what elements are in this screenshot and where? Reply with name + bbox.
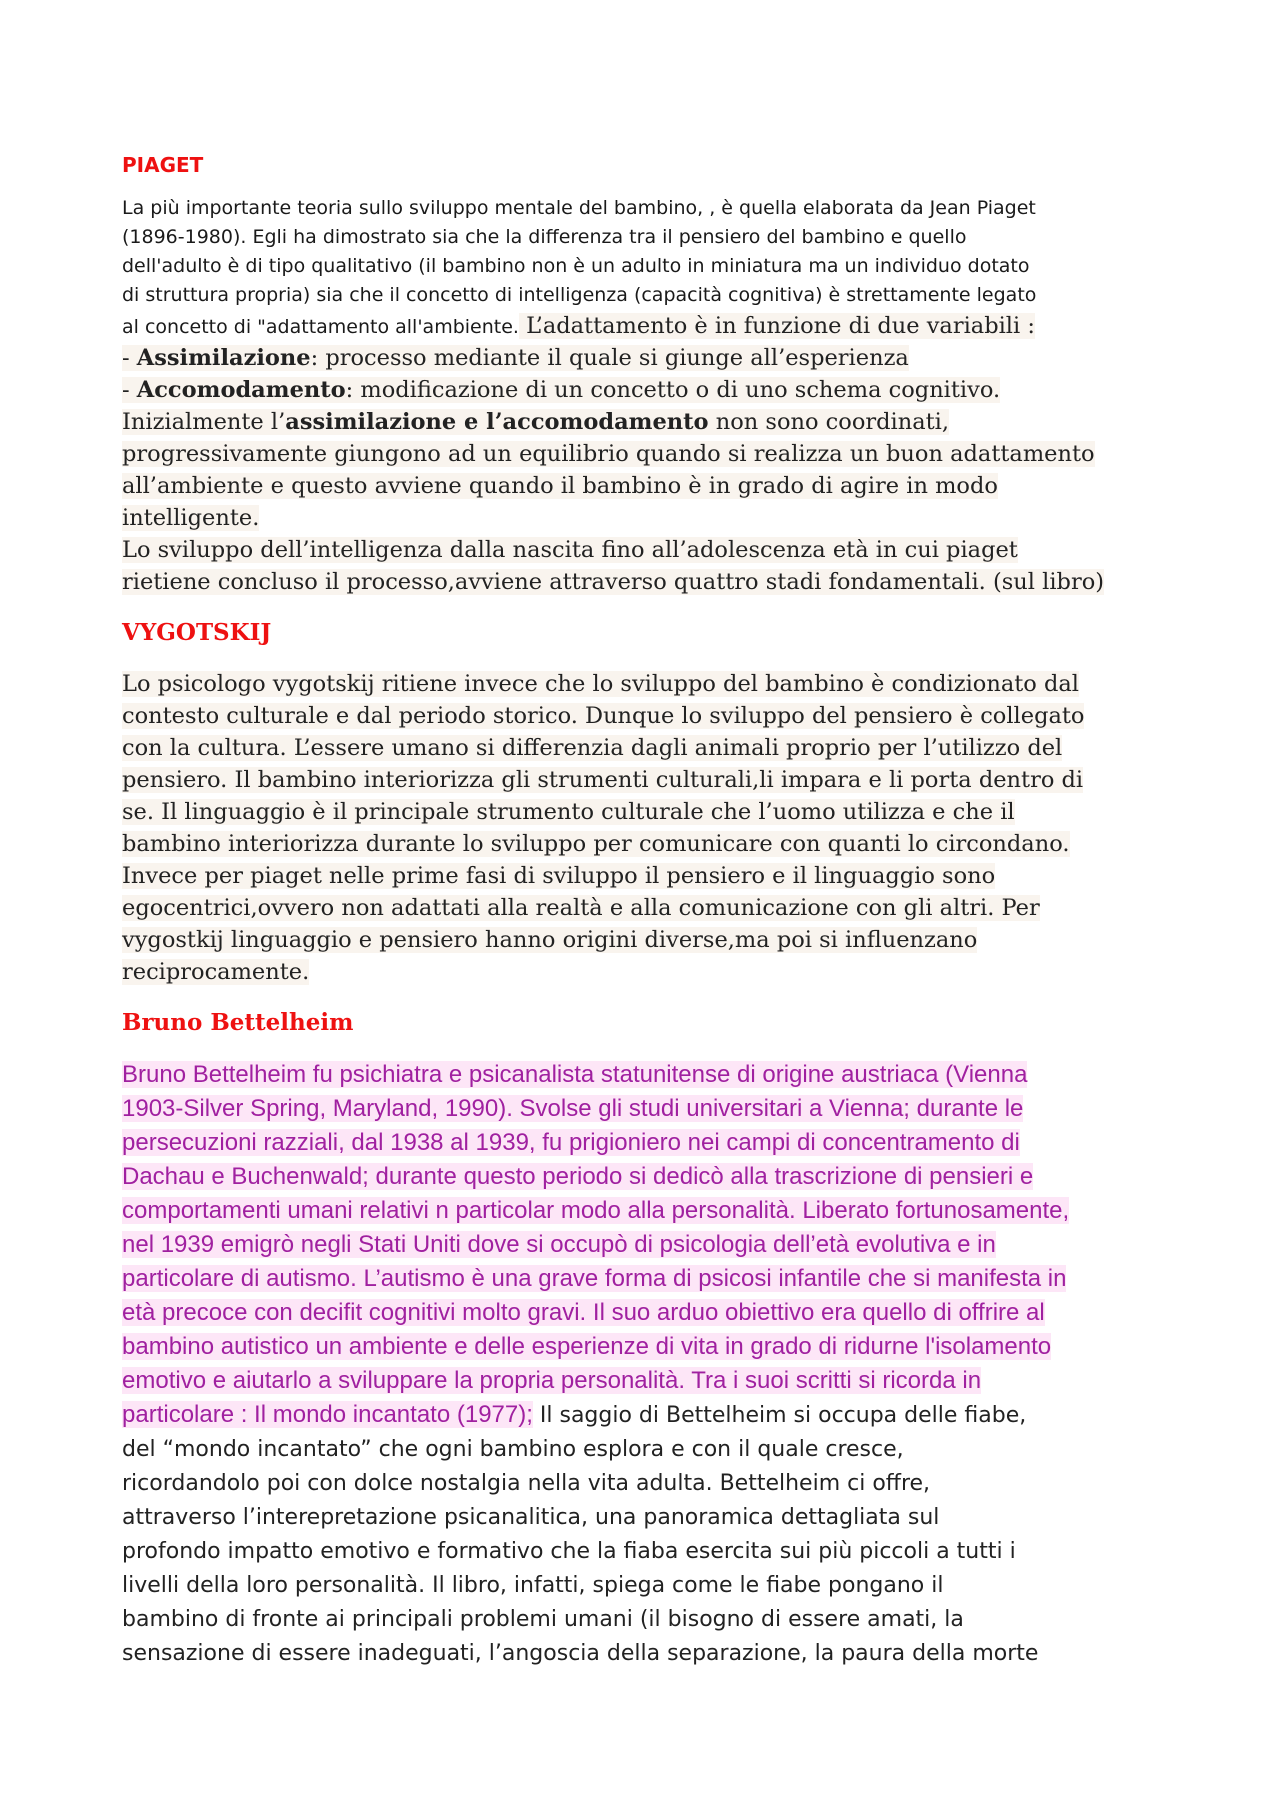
vygotskij-line xyxy=(122,892,1182,924)
vygotskij-paragraph xyxy=(122,668,1182,988)
piaget-intro-line: La più importante teoria sullo sviluppo mentale del bambino, , è quella elaborata da Jean Piaget xyxy=(122,197,1036,219)
heading-bettelheim: Bruno Bettelheim xyxy=(122,1009,354,1036)
bettelheim-mixed-line xyxy=(122,1398,1182,1433)
piaget-adattamento-sans: al concetto di "adattamento all'ambiente. xyxy=(122,316,519,338)
bettelheim-pink-text: comportamenti umani relativi n particolar modo alla personalità. Liberato fortunosamente, xyxy=(122,1197,1070,1224)
bettelheim-pink-text: particolare di autismo. L’autismo è una grave forma di psicosi infantile che si manifesta in xyxy=(122,1265,1067,1292)
bettelheim-paragraph xyxy=(122,1058,1182,1671)
vygotskij-line xyxy=(122,924,1182,956)
piaget-intro xyxy=(122,194,1182,342)
equilibrio-text: intelligente. xyxy=(122,505,260,531)
bettelheim-pink-line xyxy=(122,1126,1182,1160)
piaget-equilibrio-line xyxy=(122,470,1182,502)
piaget-equilibrio-line xyxy=(122,502,1182,534)
bettelheim-plain-text: Il saggio di Bettelheim si occupa delle fiabe, xyxy=(532,1403,1027,1428)
vygotskij-text: bambino interiorizza durante lo sviluppo per comunicare con quanti lo circondano. xyxy=(122,831,1070,857)
bettelheim-book-title: particolare : Il mondo incantato (1977); xyxy=(122,1401,533,1428)
vygotskij-text: vygostkij linguaggio e pensiero hanno origini diverse,ma poi si influenzano xyxy=(122,927,978,953)
vygotskij-text: se. Il linguaggio è il principale strumento culturale che l’uomo utilizza e che il xyxy=(122,799,1015,825)
vygotskij-text: reciprocamente. xyxy=(122,959,310,985)
inizialmente-post: non sono coordinati, xyxy=(708,409,950,435)
bettelheim-pink-line xyxy=(122,1262,1182,1296)
vygotskij-text: Invece per piaget nelle prime fasi di sviluppo il pensiero e il linguaggio sono xyxy=(122,863,996,889)
piaget-equilibrio-line xyxy=(122,438,1182,470)
assimilazione-definition: : processo mediante il quale si giunge all’esperienza xyxy=(310,345,909,371)
piaget-assimilazione-line xyxy=(122,342,1182,374)
bettelheim-pink-text: emotivo e aiutarlo a sviluppare la propria personalità. Tra i suoi scritti si ricorda in xyxy=(122,1367,982,1394)
bettelheim-pink-text: età precoce con decifit cognitivi molto gravi. Il suo arduo obiettivo era quello di offrire al xyxy=(122,1299,1045,1326)
vygotskij-line xyxy=(122,956,1182,988)
bettelheim-plain-line: bambino di fronte ai principali problemi umani (il bisogno di essere amati, la xyxy=(122,1607,964,1632)
bettelheim-pink-text: nel 1939 emigrò negli Stati Uniti dove si occupò di psicologia dell’età evolutiva e in xyxy=(122,1231,996,1258)
piaget-adattamento-serif: L’adattamento è in funzione di due variabili : xyxy=(518,313,1035,339)
inizialmente-pre: Inizialmente l’ xyxy=(122,409,286,435)
bettelheim-plain-line: del “mondo incantato” che ogni bambino esplora e con il quale cresce, xyxy=(122,1437,904,1462)
equilibrio-text: progressivamente giungono ad un equilibrio quando si realizza un buon adattamento xyxy=(122,441,1095,467)
bettelheim-pink-line xyxy=(122,1296,1182,1330)
heading-piaget: PIAGET xyxy=(122,153,204,177)
accomodamento-definition: : modificazione di un concetto o di uno schema cognitivo. xyxy=(345,377,1001,403)
bettelheim-pink-line xyxy=(122,1092,1182,1126)
bettelheim-pink-text: persecuzioni razziali, dal 1938 al 1939, fu prigioniero nei campi di concentramento di xyxy=(122,1129,1020,1156)
assimilazione-prefix: - xyxy=(122,345,137,371)
bettelheim-plain-line: livelli della loro personalità. Il libro, infatti, spiega come le fiabe pongano il xyxy=(122,1573,944,1598)
bettelheim-pink-line xyxy=(122,1160,1182,1194)
vygotskij-text: con la cultura. L’essere umano si differenzia dagli animali proprio per l’utilizzo del xyxy=(122,735,1063,761)
piaget-intro-line: dell'adulto è di tipo qualitativo (il bambino non è un adulto in miniatura ma un individuo dotato xyxy=(122,255,1030,277)
piaget-stadi-line xyxy=(122,534,1182,566)
inizialmente-bold: assimilazione e l’accomodamento xyxy=(285,409,709,435)
document-content xyxy=(122,150,1182,1671)
equilibrio-text: all’ambiente e questo avviene quando il bambino è in grado di agire in modo xyxy=(122,473,998,499)
piaget-intro-line: (1896-1980). Egli ha dimostrato sia che la differenza tra il pensiero del bambino e quello xyxy=(122,226,967,248)
heading-vygotskij: VYGOTSKIJ xyxy=(122,619,272,646)
bettelheim-plain-line: sensazione di essere inadeguati, l’angoscia della separazione, la paura della morte xyxy=(122,1641,1039,1666)
vygotskij-line xyxy=(122,668,1182,700)
bettelheim-pink-text: 1903-Silver Spring, Maryland, 1990). Svolse gli studi universitari a Vienna; durante le xyxy=(122,1095,1024,1122)
stadi-text: rietiene concluso il processo,avviene attraverso quattro stadi fondamentali. (sul libro) xyxy=(122,569,1105,595)
bettelheim-pink-text: Dachau e Buchenwald; durante questo periodo si dedicò alla trascrizione di pensieri e xyxy=(122,1163,1034,1190)
vygotskij-line xyxy=(122,796,1182,828)
vygotskij-line xyxy=(122,700,1182,732)
vygotskij-line xyxy=(122,860,1182,892)
piaget-stadi-line xyxy=(122,566,1182,598)
piaget-inizialmente-line xyxy=(122,406,1182,438)
vygotskij-text: egocentrici,ovvero non adattati alla realtà e alla comunicazione con gli altri. Per xyxy=(122,895,1040,921)
bettelheim-plain-line: profondo impatto emotivo e formativo che la fiaba esercita sui più piccoli a tutti i xyxy=(122,1539,1016,1564)
bettelheim-pink-line xyxy=(122,1364,1182,1398)
bettelheim-pink-line xyxy=(122,1194,1182,1228)
bettelheim-pink-text: Bruno Bettelheim fu psichiatra e psicanalista statunitense di origine austriaca (Vienna xyxy=(122,1061,1028,1088)
bettelheim-pink-line xyxy=(122,1058,1182,1092)
assimilazione-term: Assimilazione xyxy=(136,345,311,371)
bettelheim-pink-text: bambino autistico un ambiente e delle esperienze di vita in grado di ridurne l'isolamento xyxy=(122,1333,1052,1360)
stadi-text: Lo sviluppo dell’intelligenza dalla nascita fino all’adolescenza età in cui piaget xyxy=(122,537,1018,563)
accomodamento-prefix: - xyxy=(122,377,137,403)
piaget-intro-line: di struttura propria) sia che il concetto di intelligenza (capacità cognitiva) è strettamente legato xyxy=(122,284,1037,306)
bettelheim-plain-line: attraverso l’interepretazione psicanalitica, una panoramica dettagliata sul xyxy=(122,1505,940,1530)
piaget-adattamento-line xyxy=(122,310,1182,342)
vygotskij-text: pensiero. Il bambino interiorizza gli strumenti culturali,li impara e li porta dentro di xyxy=(122,767,1084,793)
vygotskij-line xyxy=(122,764,1182,796)
vygotskij-line xyxy=(122,732,1182,764)
bettelheim-pink-line xyxy=(122,1228,1182,1262)
vygotskij-text: contesto culturale e dal periodo storico. Dunque lo sviluppo del pensiero è collegato xyxy=(122,703,1085,729)
accomodamento-term: Accomodamento xyxy=(136,377,346,403)
bettelheim-pink-line xyxy=(122,1330,1182,1364)
vygotskij-line xyxy=(122,828,1182,860)
vygotskij-text: Lo psicologo vygotskij ritiene invece che lo sviluppo del bambino è condizionato dal xyxy=(122,671,1080,697)
bettelheim-plain-line: ricordandolo poi con dolce nostalgia nella vita adulta. Bettelheim ci offre, xyxy=(122,1471,931,1496)
piaget-accomodamento-line xyxy=(122,374,1182,406)
